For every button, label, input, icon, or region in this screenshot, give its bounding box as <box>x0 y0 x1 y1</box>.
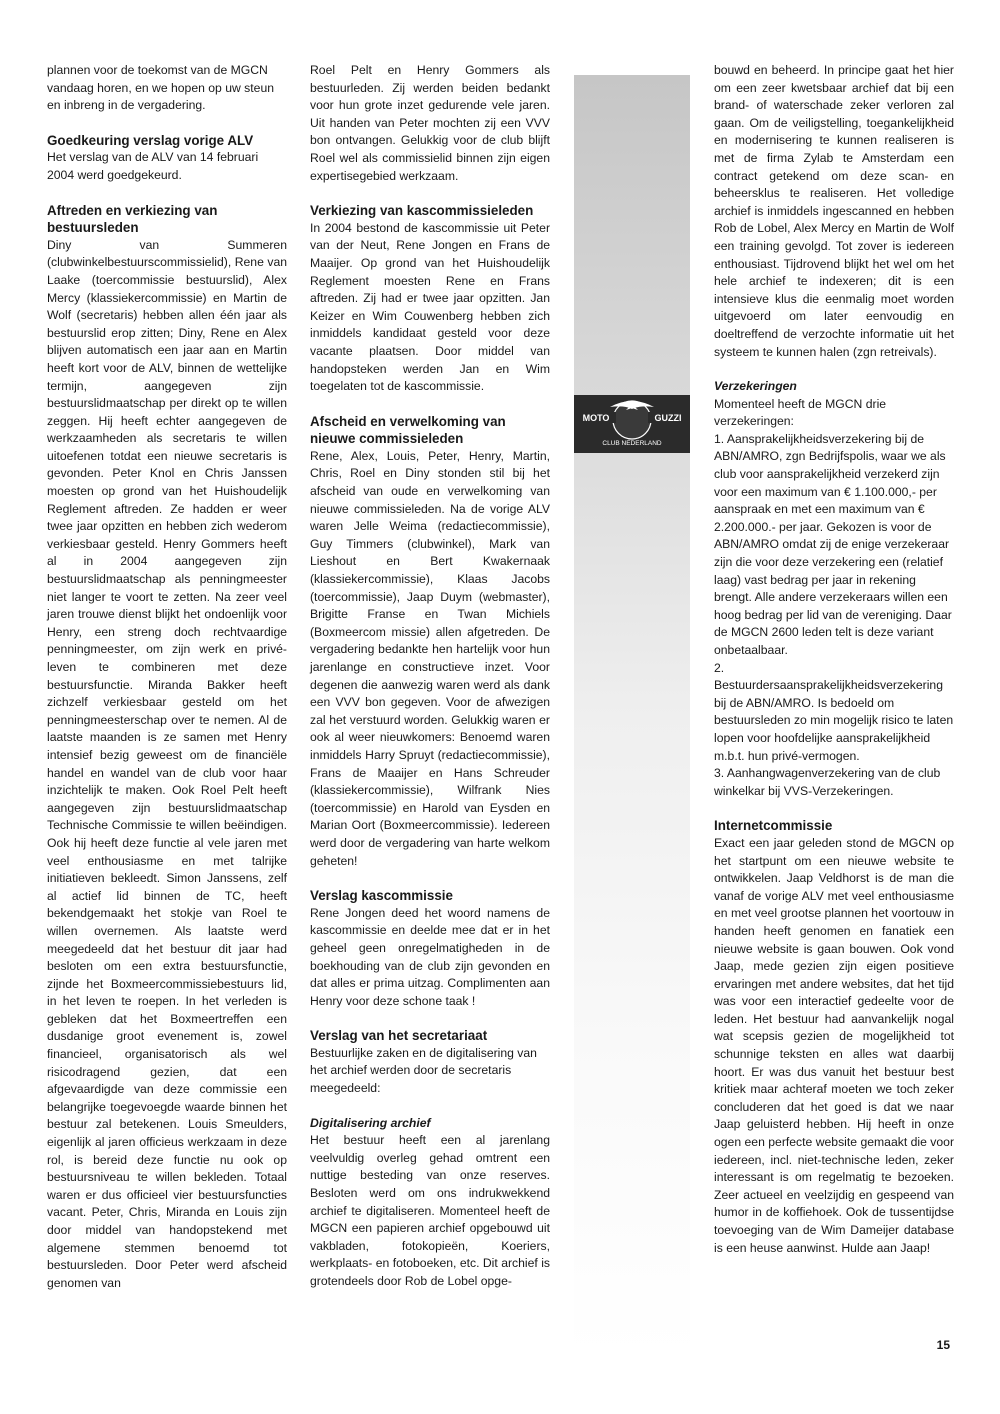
paragraph-secretariaat: Bestuurlijke zaken en de digitalisering van het archief werden door de secretaris meegedeeld: <box>310 1045 537 1096</box>
heading-goedkeuring: Goedkeuring verslag vorige ALV <box>47 132 254 148</box>
paragraph-archief-continuation: bouwd en beheerd. In principe gaat het hier om een zeer kwetsbaar archief dat bij een brand- of waterschade zeker verloren zal gaan. Om de veiligstelling, toegankelijkheid en modernisering te kunnen realiseren is met de firma Zylab te Amsterdam een contract getekend om deze scan- en beheersklus te realiseren. Het volledige archief is inmiddels ingescanned en hebben Rob de Lobel, Alex Mercy en Martin de Wolf een training gevolgd. Tot zover is iedereen enthousiast. Tijdrovend blijkt het wel om het hele archief te indexeren; dit is een intensieve klus die eenmalig moet worden uitgevoerd om later eenvoudig en doeltreffend de verzochte informatie uit het systeem te kunnen halen (zgn retreivals). <box>714 63 954 359</box>
heading-aftreden: Aftreden en verkiezing van bestuursleden <box>47 202 218 236</box>
heading-verzekeringen: Verzekeringen <box>714 379 797 394</box>
heading-digitalisering: Digitalisering archief <box>310 1115 431 1130</box>
heading-internetcommissie: Internetcommissie <box>714 818 833 834</box>
moto-guzzi-club-logo <box>574 395 690 453</box>
heading-kascommissieleden: Verkiezing van kascommissieleden <box>310 203 534 219</box>
heading-secretariaat: Verslag van het secretariaat <box>310 1028 488 1044</box>
paragraph-verslag-kascommissie: Rene Jongen deed het woord namens de kascommissie en deelde mee dat er in het geheel geen onregelmatigheden in de boekhouding van de club zijn gevonden en dat alles er prima uitzag. Complimenten aan Henry voor deze schone taak ! <box>310 905 550 1008</box>
heading-verslag-kascommissie: Verslag kascommissie <box>310 888 453 904</box>
logo-graphic <box>574 395 690 453</box>
gradient-side-band <box>574 75 690 1357</box>
paragraph-goedkeuring: Het verslag van de ALV van 14 februari 2004 werd goedgekeurd. <box>47 150 259 182</box>
page-number: 15 <box>936 1338 950 1352</box>
paragraph-verzekeringen-intro: Momenteel heeft de MGCN drie verzekeringen: <box>714 396 887 429</box>
list-item-verzekering-3: 3. Aanhangwagenverzekering van de club winkelkar bij VVS-Verzekeringen. <box>714 766 941 798</box>
paragraph-aftreden: Diny van Summeren (clubwinkelbestuurscommissielid), Rene van Laake (toercommissie bestuurslid), Alex Mercy (klassiekercommissie) en Martin de Wolf (secretaris) hebben allen één jaar als bestuurslid erop zitten; Diny, Rene en Alex blijven automatisch een jaar aan en Martin heeft kort voor de ALV, binnen de wettelijke termijn, aangegeven zijn bestuurslidmaatschap per direkt op te willen zeggen. Hij heeft echter aangegeven de werkzaamheden als secretaris te willen uitoefenen totdat een nieuwe secretaris is gevonden. Peter Knol en Chris Janssen moesten op grond van het Huishoudelijk Reglement aftreden. Ze hadden er weer twee jaar opzitten en hebben zich wederom verkiesbaar gesteld. Henry Gommers heeft al in 2004 aangegeven zijn bestuurslidmaatschap als penningmeester niet langer te voort te zetten. Na zeer veel jaren trouwe dienst blijkt het ondoenlijk voor Henry, een streng doch rechtvaardige penningmeester, om zijn werk en privé-leven te combineren met deze bestuursfunctie. Miranda Bakker heeft zichzelf verkiesbaar gesteld om het penningmeesterschap over te nemen. Al de laatste maanden is ze samen met Henry intensief bezig geweest om de financiële handel en wandel van de club voor haar inzichtelijk te maken. Ook Roel Pelt heeft aangegeven zijn bestuurslidmaatschap Technische Commissie te willen beëindigen. Ook hij heeft deze functie al vele jaren met veel enthousiasme en met talrijke initiatieven bekleedt. Simon Janssens, zelf al actief lid binnen de TC, heeft bekendgemaakt het stokje van Roel te willen overnemen. Als laatste werd meegedeeld dat het bestuur dit jaar had besloten om een extra bestuursfunctie, zijnde het Boxmeercommissiebestuurs lid, in het leven te roepen. In het verleden is gebleken dat het Boxmeertreffen een dusdanige groot evenement is, zowel financieel, organisatorisch als wel risicodragend gezien, dat een afgevaardigde van deze commissie een belangrijke toegevoegde waarde binnen het bestuur zal betekenen. Louis Smeulders, eigenlijk al jaren officieus werkzaam in deze rol, is bereid deze functie nu ook op bestuursniveau te willen bekleden. Totaal waren er dus officieel vier bestuursfuncties vacant. Peter, Chris, Miranda en Louis zijn door middel van handopstekend met algemene stemmen benoemd tot bestuursleden. Door Peter werd afscheid genomen van <box>47 237 287 1290</box>
column-middle <box>310 62 550 1291</box>
intro-paragraph: plannen voor de toekomst van de MGCN vandaag horen, en we hopen op uw steun en inbreng in de vergadering. <box>47 63 274 113</box>
column-right <box>714 62 954 1257</box>
paragraph-digitalisering: Het bestuur heeft een al jarenlang veelvuldig overleg gehad omtrent een nuttige besteding van onze reserves. Besloten werd om ons indrukwekkend archief te digitaliseren. Momenteel heeft de MGCN een papieren archief opgebouwd uit vakbladen, fotokopieën, Koeriers, werkplaats- en fotoboeken, etc. Dit archief is grotendeels door Rob de Lobel opge- <box>310 1133 550 1288</box>
heading-afscheid: Afscheid en verwelkoming van nieuwe commissieleden <box>310 413 506 447</box>
column-left <box>47 62 287 1292</box>
paragraph-afscheid: Rene, Alex, Louis, Peter, Henry, Martin, Chris, Roel en Diny stonden stil bij het afscheid van oude en verwelkoming van nieuwe commissieleden. Na de vorige ALV waren Jelle Weima (redactiecommissie), Guy Timmers (clubwinkel), Mark van Lieshout en Bert Kwakernaak (klassiekercommissie), Klaas Jacobs (toercommissie), Jaap Duym (webmaster), Brigitte Franse en Twan Michiels (Boxmeercom missie) allen afgetreden. De vergadering bedankte hen hartelijk voor hun jarenlange en constructieve inzet. Voor degenen die aanwezig waren werd als dank een VVV bon gegeven. Voor de afwezigen zal het verstuurd worden. Gelukkig waren er ook al weer nieuwkomers: Benoemd waren inmiddels Harry Spruyt (redactiecommissie), Frans de Maaijer en Hans Schreuder (klassiekercommissie), Wilfrank Nies (toercommissie) en Harold van Eysden en Marian Oort (Boxmeercommissie). Iedereen werd door de vergadering van harte welkom geheten! <box>310 448 550 868</box>
paragraph-internetcommissie: Exact een jaar geleden stond de MGCN op het startpunt om een nieuwe website te ontwikkelen. Jaap Veldhorst is de man die vanaf de vorige ALV met veel enthousiasme en met veel grootse plannen het voortouw in handen heeft genomen en fanatiek een nieuwe website is gaan bouwen. Ook vond Jaap, mede gezien zijn eigen positieve ervaringen met andere websites, dat het tijd was voor een interactief gedeelte voor de leden. Het bestuur had aanvankelijk nogal wat scepsis gezien de mogelijkheid tot schunnige teksten en alles wat daarbij hoort. Er was dus vanuit het bestuur best kritiek maar achteraf moeten we toch zeker concluderen dat het goed is dat we naar Jaap geluisterd hebben. Hij heeft in onze ogen een perfecte website gemaakt die voor iedereen, incl. niet-technische leden, zeker interessant is om regelmatig te bezoeken. Zeer actueel en veelzijdig en gespeend van humor in de koffiehoek. Ook de tussentijdse toevoeging van de Wim Dameijer database is een heuse aanwinst. Hulde aan Jaap! <box>714 835 954 1255</box>
logo-text-moto: MOTO <box>582 413 610 423</box>
list-item-verzekering-1: 1. Aansprakelijkheidsverzekering bij de ABN/AMRO, zgn Bedrijfspolis, waar we als club voor aansprakelijkheid verzekerd zijn voor een maximum van € 1.100.000,- per aanspraak en met een maximum van € 2.200.000.- per jaar. Gekozen is voor de ABN/AMRO omdat zij de enige verzekeraar zijn die voor deze verzekering een (relatief laag) vast bedrag per jaar in rekening brengt. Alle andere verzekeraars willen een hoog bedrag per lid van de vereniging. Daar de MGCN 2600 leden telt is deze variant onbetaalbaar. <box>714 431 952 657</box>
logo-text-club: CLUB NEDERLAND <box>602 440 662 447</box>
list-item-verzekering-2: 2. Bestuurdersaansprakelijkheidsverzekering bij de ABN/AMRO. Is bedoeld om bestuursleden zo min mogelijk risico te laten lopen voor hoofdelijke aansprakelijkheid m.b.t. hun privé-vermogen. <box>714 660 954 763</box>
paragraph-kascommissieleden: In 2004 bestond de kascommissie uit Peter van der Neut, Rene Jongen en Frans de Maaijer. Op grond van het Huishoudelijk Reglement moesten Rene en Frans aftreden. Zij had er twee jaar opzitten. Jan Keizer en Wim Couwenberg hebben zich inmiddels kandidaat gesteld voor deze vacante plaatsen. Door middel van handopsteken werden Jan en Wim toegelaten tot de kascommissie. <box>310 220 550 394</box>
paragraph-continuation: Roel Pelt en Henry Gommers als bestuurleden. Zij werden beiden bedankt voor hun grote inzet gedurende vele jaren. Uit handen van Peter mochten zij een VVV bon ontvangen. Gelukkig voor de club blijft Roel wel als commissielid binnen zijn eigen expertisegebied werkzaam. <box>310 63 550 183</box>
logo-text-guzzi: GUZZI <box>654 413 682 423</box>
